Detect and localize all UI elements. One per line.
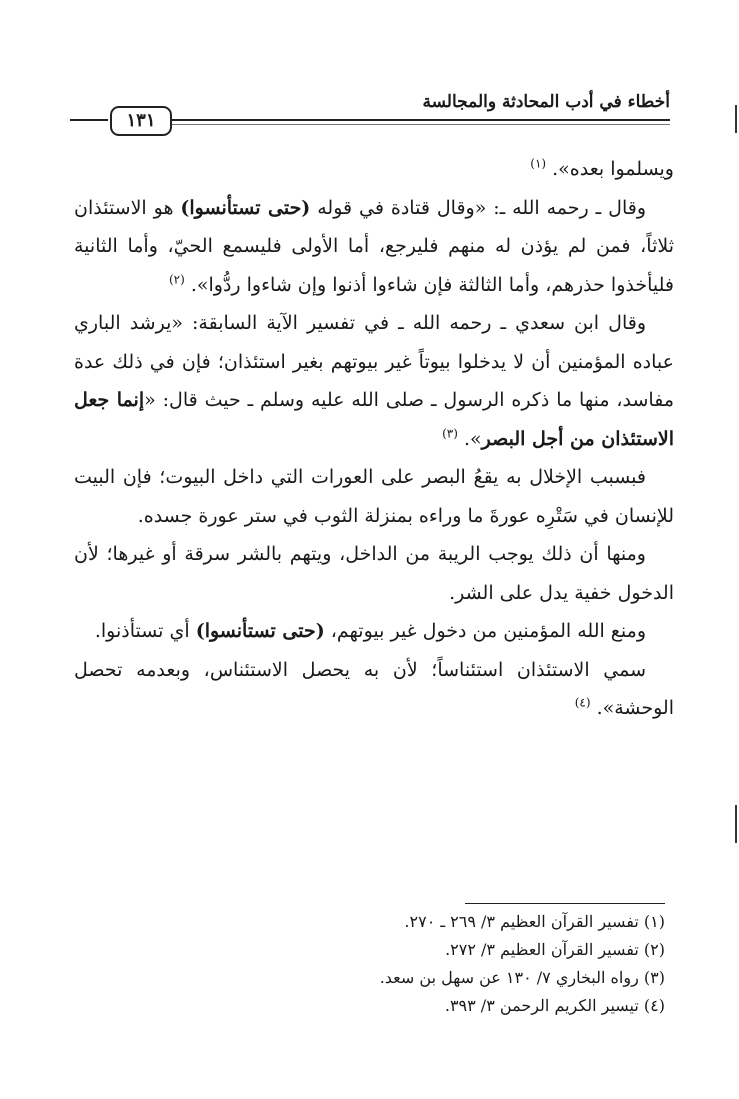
footnote-2: (٢) تفسير القرآن العظيم ٣/ ٢٧٢. bbox=[445, 940, 665, 959]
footnote-rule bbox=[465, 903, 665, 904]
header-left-rule bbox=[70, 119, 108, 121]
scan-margin-mark bbox=[735, 105, 737, 133]
footnote-ref-4: (٤) bbox=[574, 695, 591, 710]
footnotes bbox=[105, 908, 665, 1020]
running-title: أخطاء في أدب المحادثة والمجالسة bbox=[422, 92, 670, 112]
header-rule bbox=[170, 119, 670, 125]
footnote-4: (٤) تيسير الكريم الرحمن ٣/ ٣٩٣. bbox=[444, 996, 665, 1015]
footnote-ref-2: (٢) bbox=[168, 272, 185, 287]
paragraph-3: وقال ابن سعدي ـ رحمه الله ـ في تفسير الآية السابقة: «يرشد الباري عباده المؤمنين أن لا يدخلوا بيوتاً غير بيوتهم بغير استئذان؛ فإن في ذلك عدة مفاسد، منها ما ذكره الرسول ـ صلى الله عليه وسلم ـ حيث قال: «إنما جعل الاستئذان من أجل البصر». $^{(٣)}$ bbox=[74, 312, 674, 450]
footnote-1: (١) تفسير القرآن العظيم ٣/ ٢٦٩ ـ ٢٧٠. bbox=[404, 912, 665, 931]
quran-quote: (حتى تستأنسوا) bbox=[180, 196, 311, 219]
page-header bbox=[70, 92, 670, 132]
paragraph-6: ومنع الله المؤمنين من دخول غير بيوتهم، (حتى تستأنسوا) أي تستأذنوا. bbox=[94, 620, 646, 642]
main-text bbox=[74, 150, 674, 728]
footnote-ref-3: (٣) bbox=[442, 426, 458, 441]
scan-margin-mark bbox=[735, 805, 737, 843]
paragraph-2: وقال ـ رحمه الله ـ: «وقال قتادة في قوله (حتى تستأنسوا) هو الاستئذان ثلاثاً، فمن لم يؤذن له منهم فليرجع، أما الأولى فليسمع الحيّ، وأما الثانية فليأخذوا حذرهم، وأما الثالثة فإن شاءوا أذنوا وإن شاءوا ردُّوا». $^{(٢)}$ bbox=[74, 196, 674, 296]
footnote-3: (٣) رواه البخاري ٧/ ١٣٠ عن سهل بن سعد. bbox=[379, 968, 665, 987]
paragraph-1: ويسلموا بعده». $^{(١)}$ bbox=[530, 156, 674, 180]
paragraph-7: سمي الاستئذان استئناساً؛ لأن به يحصل الاستئناس، وبعدمه تحصل الوحشة». $^{(٤)}$ bbox=[74, 658, 674, 719]
hadith-quote: إنما جعل الاستئذان من أجل البصر bbox=[74, 389, 674, 450]
page-number: ١٣١ bbox=[110, 106, 172, 136]
footnote-ref-1: (١) bbox=[530, 156, 547, 171]
quran-quote: (حتى تستأنسوا) bbox=[195, 620, 325, 642]
paragraph-4: فبسبب الإخلال به يقعُ البصر على العورات التي داخل البيوت؛ فإن البيت للإنسان في سَتْرِه عورةَ ما وراءه بمنزلة الثوب في ستر عورة جسده. bbox=[74, 466, 674, 527]
paragraph-5: ومنها أن ذلك يوجب الريبة من الداخل، ويتهم بالشر سرقة أو غيرها؛ لأن الدخول خفية يدل على الشر. bbox=[74, 543, 674, 604]
